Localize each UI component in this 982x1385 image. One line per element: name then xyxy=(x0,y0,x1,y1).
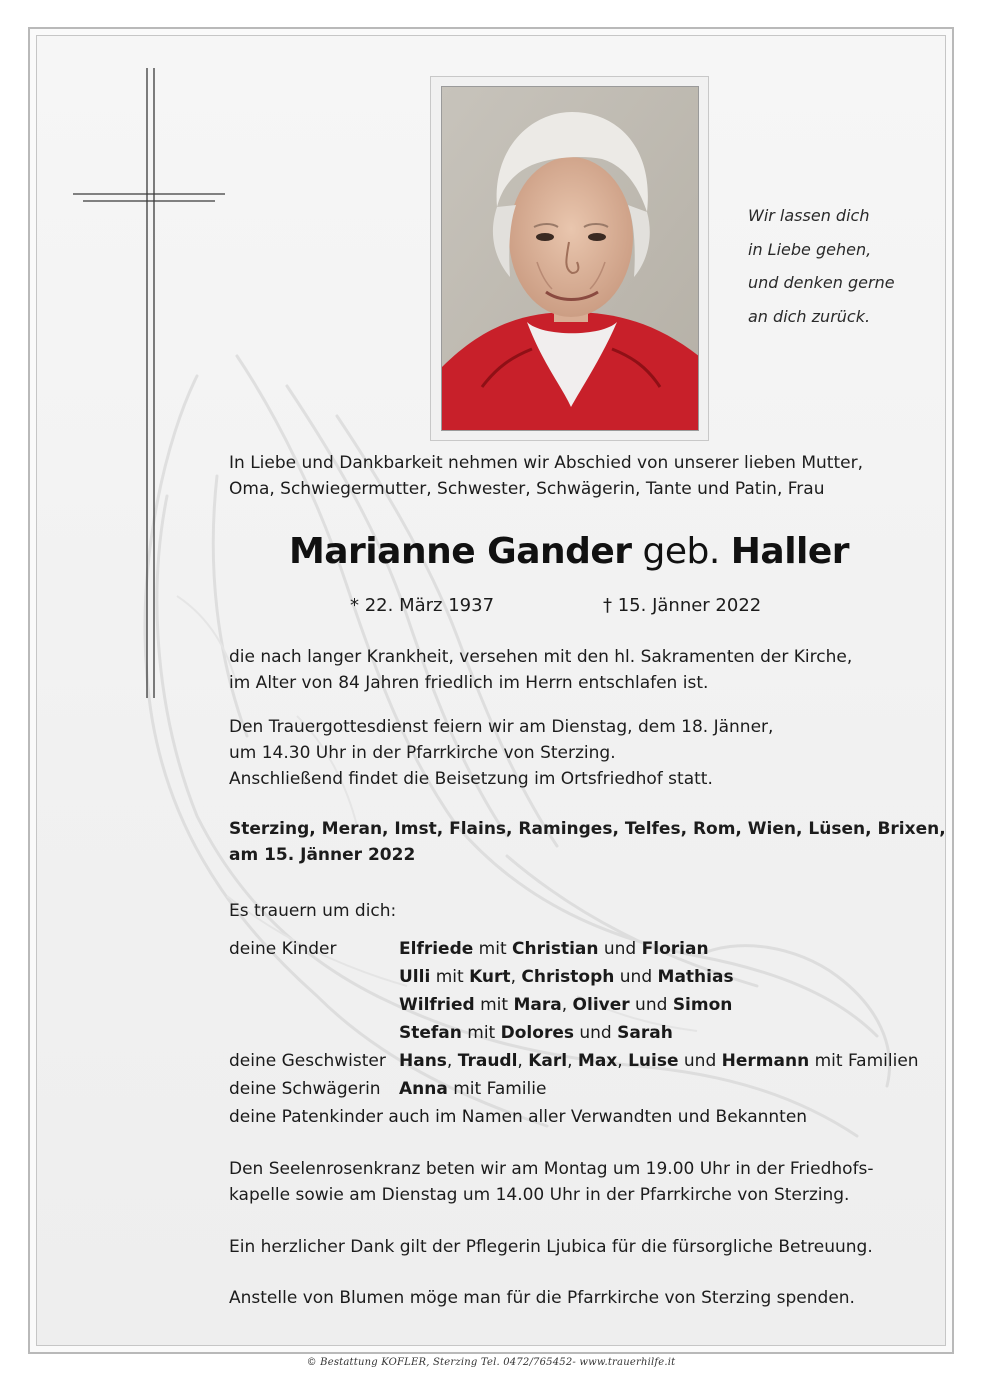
intro-line: In Liebe und Dankbarkeit nehmen wir Abschied von unserer lieben Mutter, xyxy=(229,453,863,473)
mourner-name: Wilfried xyxy=(399,995,475,1015)
children-line xyxy=(399,935,734,963)
mourner-name: Hermann xyxy=(721,1051,810,1071)
mourner-name: Stefan xyxy=(399,1023,462,1043)
mourner-connector: , xyxy=(567,1051,578,1071)
siblings-line xyxy=(229,1047,919,1075)
mourner-name: Max xyxy=(577,1051,618,1071)
mourner-name: Dolores xyxy=(500,1023,574,1043)
motto-line: in Liebe gehen, xyxy=(748,239,872,259)
intro-line: Oma, Schwiegermutter, Schwester, Schwägerin, Tante und Patin, Frau xyxy=(229,479,825,499)
rosary-line: Den Seelenrosenkranz beten wir am Montag um 19.00 Uhr in der Friedhofs- xyxy=(229,1159,874,1179)
death-symbol: † xyxy=(603,595,612,616)
mourner-name: Christian xyxy=(512,939,599,959)
children-label: deine Kinder xyxy=(229,939,337,959)
siblings-names xyxy=(399,1051,919,1071)
mourner-name: Luise xyxy=(628,1051,679,1071)
mourners-intro: Es trauern um dich: xyxy=(229,901,397,921)
deceased-name xyxy=(229,528,909,576)
mourner-name: Elfriede xyxy=(399,939,474,959)
mourner-name: Mathias xyxy=(657,967,734,987)
mourner-name: Simon xyxy=(672,995,733,1015)
mourner-connector: und xyxy=(598,939,642,959)
motto-line: und denken gerne xyxy=(748,273,895,292)
sister-in-law-label: deine Schwägerin xyxy=(229,1079,381,1099)
service-paragraph xyxy=(229,714,773,792)
mourner-name: Oliver xyxy=(572,995,630,1015)
mourner-connector: und xyxy=(678,1051,722,1071)
mourner-name: Florian xyxy=(641,939,709,959)
death-line: die nach langer Krankheit, versehen mit den hl. Sakramenten der Kirche, xyxy=(229,647,853,667)
mourner-name: Kurt xyxy=(469,967,511,987)
intro-paragraph xyxy=(229,450,863,502)
mourner-connector: und xyxy=(573,1023,618,1043)
motto-verse xyxy=(748,199,948,333)
service-line: Anschließend findet die Beisetzung im Ortsfriedhof statt. xyxy=(229,769,713,789)
mourner-name: Christoph xyxy=(521,967,615,987)
mourner-name: Mara xyxy=(513,995,562,1015)
rosary-paragraph xyxy=(229,1156,874,1208)
service-line: Den Trauergottesdienst feiern wir am Dienstag, dem 18. Jänner, xyxy=(229,717,774,737)
motto-line: Wir lassen dich xyxy=(748,206,870,225)
death-text: 15. Jänner 2022 xyxy=(617,595,762,616)
deceased-first-last: Marianne Gander xyxy=(288,531,632,572)
sister-in-law-names xyxy=(399,1079,546,1099)
service-line: um 14.30 Uhr in der Pfarrkirche von Sterzing. xyxy=(229,743,616,763)
children-list xyxy=(399,935,734,1047)
children-line xyxy=(399,1019,734,1047)
mourner-connector: mit Familie xyxy=(447,1079,547,1099)
nee-word: geb. xyxy=(642,531,720,572)
death-date xyxy=(603,593,761,619)
flowers-paragraph: Anstelle von Blumen möge man für die Pfarrkirche von Sterzing spenden. xyxy=(229,1288,855,1308)
rosary-line: kapelle sowie am Dienstag um 14.00 Uhr in der Pfarrkirche von Sterzing. xyxy=(229,1185,850,1205)
cross-icon xyxy=(73,68,229,698)
mourner-connector: , xyxy=(561,995,573,1015)
places-line: Sterzing, Meran, Imst, Flains, Raminges, Telfes, Rom, Wien, Lüsen, Brixen, xyxy=(229,819,946,839)
birth-text: 22. März 1937 xyxy=(364,595,495,616)
mourner-name: Traudl xyxy=(457,1051,518,1071)
deceased-maiden: Haller xyxy=(730,531,850,572)
motto-line: an dich zurück. xyxy=(748,306,871,326)
birth-date xyxy=(350,593,494,619)
birth-symbol: * xyxy=(350,595,359,616)
mourner-connector: und xyxy=(629,995,673,1015)
godchildren-line: deine Patenkinder auch im Namen aller Verwandten und Bekannten xyxy=(229,1107,808,1127)
mourner-name: Sarah xyxy=(617,1023,673,1043)
mourner-connector: und xyxy=(614,967,658,987)
death-paragraph xyxy=(229,644,852,696)
mourner-connector: mit xyxy=(430,967,470,987)
places-line: am 15. Jänner 2022 xyxy=(229,845,416,865)
places-paragraph xyxy=(229,816,946,868)
mourner-connector: , xyxy=(517,1051,529,1071)
children-line xyxy=(399,991,734,1019)
death-line: im Alter von 84 Jahren friedlich im Herrn entschlafen ist. xyxy=(229,673,709,693)
mourner-connector: , xyxy=(617,1051,629,1071)
mourner-connector: mit xyxy=(474,995,514,1015)
mourner-name: Anna xyxy=(399,1079,448,1099)
portrait-photo xyxy=(441,86,699,431)
mourner-connector: mit xyxy=(473,939,513,959)
mourner-connector: mit xyxy=(461,1023,501,1043)
mourner-connector: , xyxy=(510,967,522,987)
siblings-label: deine Geschwister xyxy=(229,1051,386,1071)
thanks-paragraph: Ein herzlicher Dank gilt der Pflegerin Ljubica für die fürsorgliche Betreuung. xyxy=(229,1237,873,1257)
sister-in-law-line xyxy=(229,1075,546,1103)
mourner-connector: , xyxy=(446,1051,458,1071)
mourner-name: Karl xyxy=(528,1051,568,1071)
mourner-name: Hans xyxy=(399,1051,447,1071)
footer-credit: © Bestattung KOFLER, Sterzing Tel. 0472/765452- www.trauerhilfe.it xyxy=(306,1357,676,1368)
mourner-connector: mit Familien xyxy=(809,1051,919,1071)
mourner-name: Ulli xyxy=(399,967,431,987)
children-line xyxy=(399,963,734,991)
